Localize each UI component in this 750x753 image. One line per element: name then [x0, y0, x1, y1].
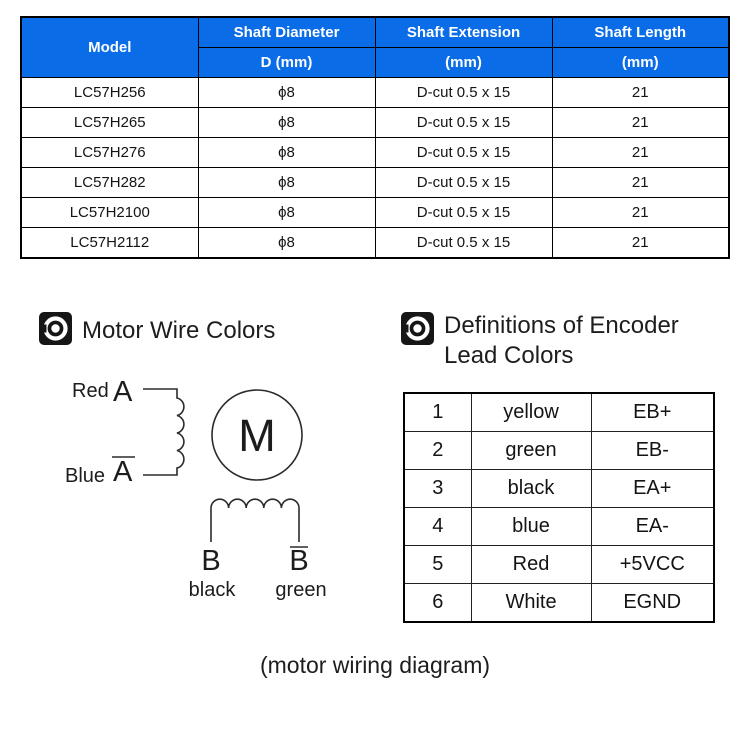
encoder-title-line2: Lead Colors	[444, 342, 574, 369]
spec-cell-diameter: ϕ8	[198, 168, 375, 198]
spec-cell-length: 21	[552, 228, 729, 259]
encoder-cell-color: yellow	[471, 393, 591, 432]
shaft-spec-table	[20, 16, 730, 259]
spec-cell-model: LC57H2112	[21, 228, 198, 259]
phase-a-bar-color-label: Blue	[65, 465, 106, 487]
spec-cell-diameter: ϕ8	[198, 228, 375, 259]
spec-header-row-1	[21, 17, 729, 48]
spec-cell-extension: D-cut 0.5 x 15	[375, 108, 552, 138]
spec-table-row	[21, 78, 729, 108]
spec-cell-extension: D-cut 0.5 x 15	[375, 138, 552, 168]
encoder-cell-signal: EA+	[591, 470, 714, 508]
spec-cell-extension: D-cut 0.5 x 15	[375, 228, 552, 259]
spec-cell-length: 21	[552, 138, 729, 168]
encoder-cell-pin: 1	[404, 393, 471, 432]
spec-cell-length: 21	[552, 198, 729, 228]
spec-cell-length: 21	[552, 108, 729, 138]
diagram-caption: (motor wiring diagram)	[259, 652, 491, 678]
motor-wire-colors-heading	[38, 311, 275, 351]
encoder-table-row	[404, 508, 714, 546]
spec-cell-length: 21	[552, 168, 729, 198]
spec-header-shaft-extension: Shaft Extension	[375, 17, 552, 48]
encoder-cell-pin: 5	[404, 546, 471, 584]
spec-cell-model: LC57H282	[21, 168, 198, 198]
encoder-title-line1: Definitions of Encoder	[444, 312, 679, 339]
spec-subheader-length-unit: (mm)	[552, 48, 729, 78]
encoder-cell-signal: EB-	[591, 432, 714, 470]
winding-a-coil	[143, 389, 184, 475]
spec-header-shaft-diameter: Shaft Diameter	[198, 17, 375, 48]
spec-cell-model: LC57H265	[21, 108, 198, 138]
phase-a-bar-terminal: A	[113, 456, 133, 488]
encoder-cell-signal: EGND	[591, 584, 714, 623]
encoder-table-row	[404, 546, 714, 584]
spec-table-row	[21, 138, 729, 168]
encoder-table-row	[404, 470, 714, 508]
spec-subheader-extension-unit: (mm)	[375, 48, 552, 78]
spec-cell-extension: D-cut 0.5 x 15	[375, 198, 552, 228]
spec-table-row	[21, 228, 729, 259]
section-bullet-icon	[38, 311, 73, 351]
spec-cell-extension: D-cut 0.5 x 15	[375, 168, 552, 198]
phase-b-bar-terminal: B	[289, 545, 309, 577]
encoder-cell-color: White	[471, 584, 591, 623]
spec-cell-diameter: ϕ8	[198, 108, 375, 138]
spec-cell-extension: D-cut 0.5 x 15	[375, 78, 552, 108]
encoder-cell-color: Red	[471, 546, 591, 584]
encoder-cell-color: black	[471, 470, 591, 508]
spec-header-shaft-length: Shaft Length	[552, 17, 729, 48]
encoder-cell-signal: EB+	[591, 393, 714, 432]
winding-b-coil	[211, 499, 299, 542]
encoder-cell-color: blue	[471, 508, 591, 546]
spec-subheader-diameter-unit: D (mm)	[198, 48, 375, 78]
encoder-definitions-heading	[400, 311, 679, 371]
encoder-cell-pin: 6	[404, 584, 471, 623]
encoder-cell-pin: 3	[404, 470, 471, 508]
spec-cell-model: LC57H276	[21, 138, 198, 168]
encoder-cell-signal: +5VCC	[591, 546, 714, 584]
spec-table-row	[21, 198, 729, 228]
motor-wire-colors-title: Motor Wire Colors	[82, 317, 276, 344]
motor-symbol: M	[238, 410, 276, 461]
encoder-table-row	[404, 393, 714, 432]
spec-cell-diameter: ϕ8	[198, 78, 375, 108]
spec-table-row	[21, 168, 729, 198]
spec-cell-length: 21	[552, 78, 729, 108]
encoder-table-row	[404, 432, 714, 470]
encoder-cell-signal: EA-	[591, 508, 714, 546]
motor-wiring-diagram	[45, 370, 365, 620]
phase-b-color-label: black	[188, 579, 236, 601]
phase-a-terminal: A	[113, 376, 133, 408]
spec-cell-model: LC57H256	[21, 78, 198, 108]
spec-table-row	[21, 108, 729, 138]
spec-header-model: Model	[21, 17, 198, 78]
encoder-definitions-title	[444, 311, 679, 371]
spec-cell-diameter: ϕ8	[198, 198, 375, 228]
encoder-cell-pin: 4	[404, 508, 471, 546]
encoder-lead-table	[403, 392, 715, 623]
spec-cell-model: LC57H2100	[21, 198, 198, 228]
encoder-cell-color: green	[471, 432, 591, 470]
spec-cell-diameter: ϕ8	[198, 138, 375, 168]
phase-b-terminal: B	[201, 545, 221, 577]
encoder-cell-pin: 2	[404, 432, 471, 470]
encoder-table-row	[404, 584, 714, 623]
phase-a-color-label: Red	[72, 380, 109, 402]
section-bullet-icon	[400, 311, 435, 351]
phase-b-bar-color-label: green	[275, 579, 327, 601]
